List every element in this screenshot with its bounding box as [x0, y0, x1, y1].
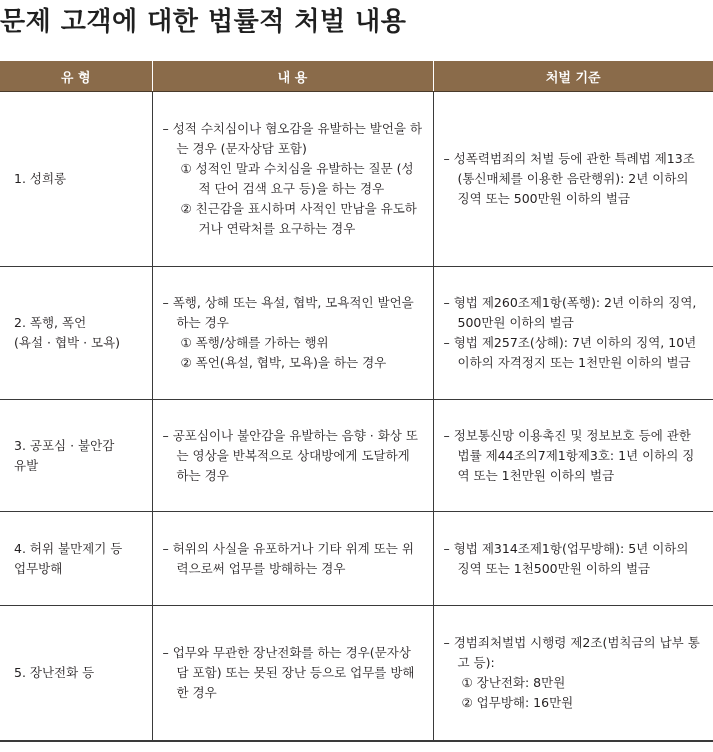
- content-item: – 공포심이나 불안감을 유발하는 음향 · 화상 또는 영상을 반복적으로 상대방에게 도달하게 하는 경우: [162, 427, 418, 483]
- content-item: – 폭행, 상해 또는 욕설, 협박, 모욕적인 발언을 하는 경우: [162, 295, 414, 330]
- penalty-subitem: ② 업무방해: 16만원: [461, 694, 574, 710]
- table-header-row: [0, 61, 713, 92]
- penalty-item: – 성폭력범죄의 처벌 등에 관한 특례법 제13조 (통신매체를 이용한 음란행위): 2년 이하의 징역 또는 500만원 이하의 벌금: [443, 151, 695, 206]
- penalty-subitem: ① 장난전화: 8만원: [461, 674, 566, 690]
- content-item: – 허위의 사실을 유포하거나 기타 위계 또는 위력으로써 업무를 방해하는 경우: [162, 540, 414, 576]
- row-content-cell: [152, 267, 433, 400]
- content-subitem: ① 폭행/상해를 가하는 행위: [180, 335, 329, 350]
- table-row: [0, 512, 713, 606]
- content-item: – 성적 수치심이나 혐오감을 유발하는 발언을 하는 경우 (문자상담 포함): [162, 121, 423, 156]
- row-content-cell: [152, 400, 433, 512]
- row-type-cell: [0, 267, 152, 400]
- row-type-cell: [0, 92, 152, 267]
- table-row: [0, 92, 713, 267]
- row-type: 2. 폭행, 폭언 (욕설 · 협박 · 모욕): [14, 315, 121, 350]
- row-type: 5. 장난전화 등: [14, 664, 95, 680]
- row-content-cell: [152, 92, 433, 267]
- row-penalty-cell: [433, 92, 713, 267]
- table-row: [0, 267, 713, 400]
- penalty-table: [0, 61, 713, 742]
- table-row: [0, 400, 713, 512]
- penalty-item: – 정보통신망 이용촉진 및 정보보호 등에 관한 법률 제44조의7제1항제3호: 1년 이하의 징역 또는 1천만원 이하의 벌금: [443, 427, 695, 483]
- row-type: 4. 허위 불만제기 등 업무방해: [14, 540, 123, 576]
- row-type: 3. 공포심 · 불안감 유발: [14, 437, 115, 473]
- penalty-item: – 형법 제257조(상해): 7년 이하의 징역, 10년 이하의 자격정지 또는 1천만원 이하의 벌금: [443, 335, 697, 370]
- row-penalty-cell: [433, 400, 713, 512]
- row-type: 1. 성희롱: [14, 171, 67, 186]
- row-penalty-cell: [433, 606, 713, 741]
- content-subitem: ② 폭언(욕설, 협박, 모욕)을 하는 경우: [180, 355, 387, 370]
- row-type-cell: [0, 400, 152, 512]
- row-type-cell: [0, 606, 152, 741]
- page-title: 문제 고객에 대한 법률적 처벌 내용: [0, 7, 407, 37]
- content-subitem: ② 친근감을 표시하며 사적인 만남을 유도하거나 연락처를 요구하는 경우: [180, 201, 417, 236]
- column-header-type: 유 형: [0, 61, 152, 92]
- column-header-penalty: 처벌 기준: [433, 61, 713, 92]
- content-subitem: ① 성적인 말과 수치심을 유발하는 질문 (성적 단어 검색 요구 등)을 하는 경우: [180, 161, 414, 196]
- table-row: [0, 606, 713, 741]
- row-type-cell: [0, 512, 152, 606]
- penalty-item: – 형법 제260조제1항(폭행): 2년 이하의 징역, 500만원 이하의 벌금: [443, 295, 697, 330]
- penalty-item: – 경범죄처벌법 시행령 제2조(범칙금의 납부 통고 등):: [443, 634, 700, 670]
- penalty-item: – 형법 제314조제1항(업무방해): 5년 이하의 징역 또는 1천500만원 이하의 벌금: [443, 540, 689, 576]
- row-penalty-cell: [433, 267, 713, 400]
- column-header-content: 내 용: [152, 61, 433, 92]
- row-content-cell: [152, 606, 433, 741]
- row-content-cell: [152, 512, 433, 606]
- content-item: – 업무와 무관한 장난전화를 하는 경우(문자상담 포함) 또는 못된 장난 등으로 업무를 방해한 경우: [162, 644, 415, 700]
- row-penalty-cell: [433, 512, 713, 606]
